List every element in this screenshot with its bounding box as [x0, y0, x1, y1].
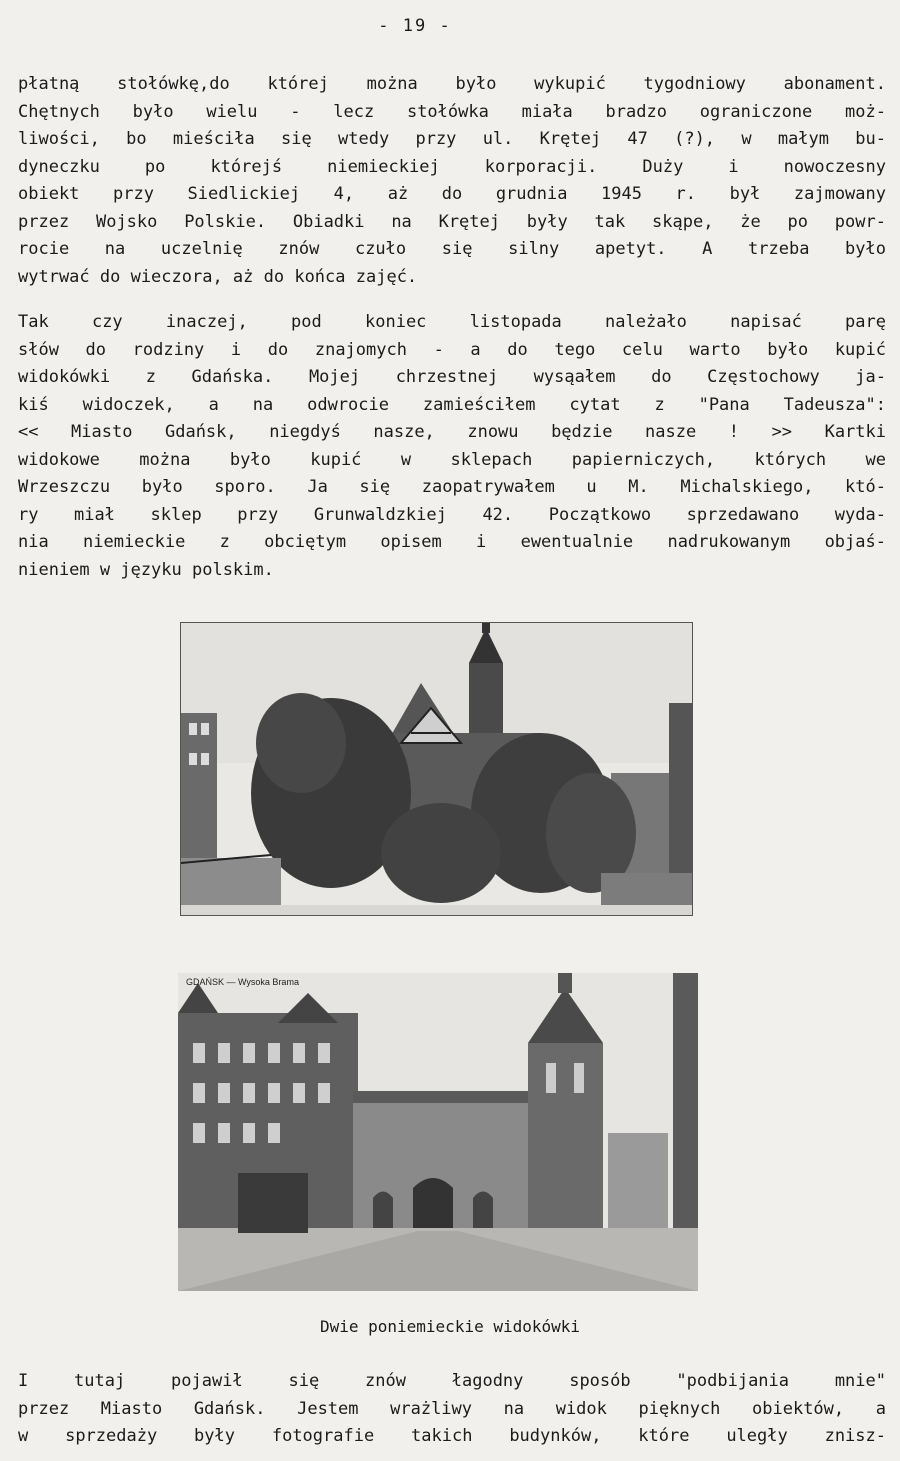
figure-caption: Dwie poniemieckie widokówki: [319, 1317, 581, 1336]
text-line: wytrwać do wieczora, aż do końca zajęć.: [18, 266, 418, 287]
text-line: przez Miasto Gdańsk. Jestem wrażliwy na widok pięknych obiektów, a: [18, 1398, 886, 1419]
text-line: nia niemieckie z obciętym opisem i ewentualnie nadrukowanym objaś-: [18, 532, 886, 552]
paragraph-3: [18, 1368, 886, 1451]
postcard-label: GDAŃSK — Wysoka Brama: [186, 977, 299, 987]
text-line: płatną stołówkę,do której można było wykupić tygodniowy abonament.: [18, 74, 886, 94]
text-line: słów do rodziny i do znajomych - a do tego celu warto było kupić: [18, 339, 886, 360]
text-line: widokówki z Gdańska. Mojej chrzestnej wysąałem do Częstochowy ja-: [18, 367, 886, 387]
text-line: << Miasto Gdańsk, niegdyś nasze, znowu będzie nasze ! >> Kartki: [18, 422, 886, 442]
text-line: widokowe można było kupić w sklepach papierniczych, których we: [18, 449, 886, 470]
text-line: kiś widoczek, a na odwrocie zamieściłem cytat z "Pana Tadeusza":: [18, 394, 886, 415]
text-line: Chętnych było wielu - lecz stołówka miała bradzo ograniczone moż-: [18, 101, 886, 122]
text-line: dyneczku po którejś niemieckiej korporacji. Duży i nowoczesny: [18, 156, 886, 177]
text-line: liwości, bo mieściła się wtedy przy ul. Krętej 47 (?), w małym bu-: [18, 129, 886, 149]
text-line: ry miał sklep przy Grunwaldzkiej 42. Początkowo sprzedawano wyda-: [18, 504, 886, 525]
text-line: w sprzedaży były fotografie takich budynków, które uległy znisz-: [18, 1426, 886, 1446]
text-line: obiekt przy Siedlickiej 4, aż do grudnia 1945 r. był zajmowany: [18, 184, 886, 204]
postcard-wysoka-brama-photo: [178, 973, 698, 1291]
text-line: Wrzeszczu było sporo. Ja się zaopatrywałem u M. Michalskiego, któ-: [18, 477, 886, 497]
text-line: przez Wojsko Polskie. Obiadki na Krętej były tak skąpe, że po powr-: [18, 211, 886, 232]
paragraph-1: [18, 71, 886, 291]
text-line: Tak czy inaczej, pod koniec listopada należało napisać parę: [18, 312, 886, 332]
text-line: nieniem w języku polskim.: [18, 559, 274, 580]
text-line: I tutaj pojawił się znów łagodny sposób "podbijania mnie": [18, 1371, 886, 1391]
text-line: rocie na uczelnię znów czuło się silny apetyt. A trzeba było: [18, 239, 886, 259]
postcard-church-photo: [180, 622, 693, 916]
page-number: - 19 -: [378, 16, 452, 36]
paragraph-2: [18, 309, 886, 584]
